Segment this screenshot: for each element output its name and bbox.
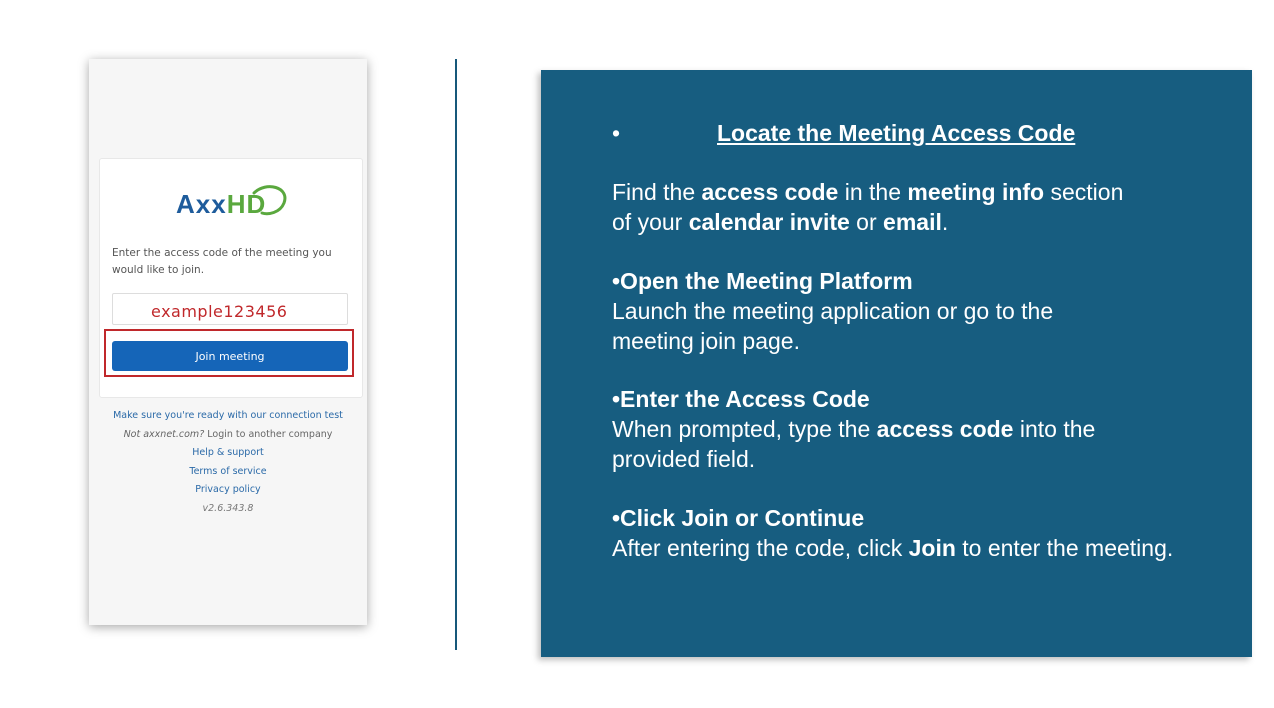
- intro-t2: in the: [838, 179, 908, 205]
- terms-link[interactable]: Terms of service: [189, 465, 267, 477]
- version-label: v2.6.343.8: [202, 502, 254, 514]
- step3-line-2: provided field.: [612, 446, 756, 472]
- not-company-text: Not axxnet.com?: [123, 428, 205, 440]
- step-click-join: [612, 503, 1242, 563]
- connection-test-link[interactable]: Make sure you're ready with our connection test: [113, 410, 343, 421]
- title-text: Locate the Meeting Access Code: [717, 120, 1076, 146]
- intro-line-1: [612, 177, 1242, 207]
- access-code-input[interactable]: example123456: [112, 293, 348, 325]
- intro-b1: access code: [701, 179, 839, 205]
- step4-line-1: [612, 533, 1242, 563]
- step2-line-2: meeting join page.: [612, 328, 800, 354]
- privacy-link[interactable]: Privacy policy: [195, 484, 261, 495]
- login-other-company-link[interactable]: Login to another company: [204, 428, 333, 440]
- step3-line-1: [612, 414, 1242, 444]
- axxhd-logo: [166, 181, 296, 225]
- intro-b3: calendar invite: [688, 209, 850, 235]
- panel-title: [612, 118, 1232, 148]
- join-meeting-button[interactable]: Join meeting: [112, 341, 348, 371]
- step4-t2: to enter the meeting.: [955, 535, 1174, 561]
- intro-t1: Find the: [612, 179, 702, 205]
- step2-heading: •Open the Meeting Platform: [612, 268, 913, 294]
- logo-text-axx: Axx: [176, 189, 227, 219]
- instruction-text: Enter the access code of the meeting you would like to join.: [112, 247, 332, 276]
- logo-text-hd: HD: [226, 189, 267, 219]
- intro-b4: email: [883, 209, 942, 235]
- intro-line-2: [612, 207, 1242, 237]
- step2-line-1: Launch the meeting application or go to the: [612, 298, 1054, 324]
- step3-b1: access code: [876, 416, 1014, 442]
- intro-step: [612, 177, 1242, 237]
- logo-swoosh-icon: [248, 183, 292, 219]
- instructions-panel: [541, 70, 1252, 657]
- step-open-platform: [612, 266, 1242, 356]
- vertical-divider: [455, 59, 457, 650]
- intro-t4: of your: [612, 209, 689, 235]
- footer-links: [89, 407, 367, 518]
- switch-company-text: [89, 426, 367, 445]
- intro-b2: meeting info: [907, 179, 1045, 205]
- step-enter-code: [612, 384, 1242, 474]
- help-support-link[interactable]: Help & support: [192, 447, 264, 458]
- step4-b1: Join: [908, 535, 956, 561]
- step4-heading: •Click Join or Continue: [612, 505, 865, 531]
- join-button-highlight: [104, 329, 354, 377]
- step3-heading: •Enter the Access Code: [612, 386, 870, 412]
- step3-t2: into the: [1013, 416, 1096, 442]
- step3-t1: When prompted, type the: [612, 416, 877, 442]
- step4-t1: After entering the code, click: [612, 535, 909, 561]
- intro-t6: .: [941, 209, 949, 235]
- intro-t3: section: [1044, 179, 1124, 205]
- intro-t5: or: [849, 209, 884, 235]
- title-bullet: •: [612, 120, 621, 146]
